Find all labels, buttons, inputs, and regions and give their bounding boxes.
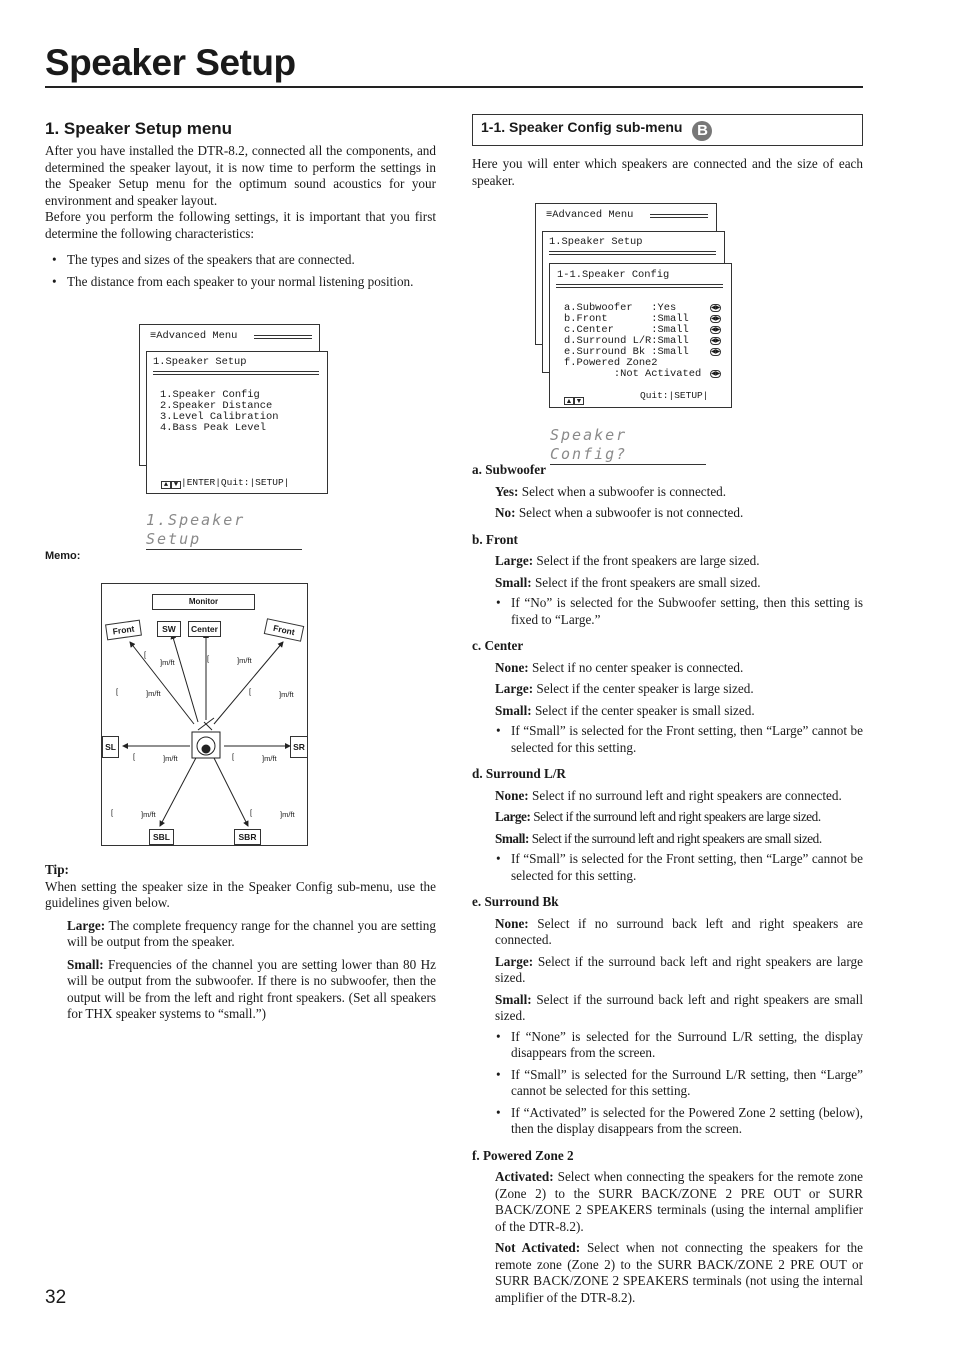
- option-heading-center: c. Center: [472, 638, 524, 653]
- option-heading-surround-bk: e. Surround Bk: [472, 894, 559, 909]
- front-right-speaker: Front: [264, 618, 304, 642]
- option-heading-powered-zone2: f. Powered Zone 2: [472, 1147, 574, 1163]
- list-item: • The types and sizes of the speakers that are connected.: [45, 252, 436, 269]
- left-right-icon: ◀▶: [711, 316, 721, 322]
- surround-right-speaker: SR: [290, 736, 308, 758]
- front-left-speaker: Front: [105, 620, 142, 641]
- monitor-label: Monitor: [152, 594, 255, 610]
- note-item: • If “Small” is selected for the Surround L/R setting, then “Large” cannot be selected for this setting.: [495, 1067, 863, 1100]
- tip-block: [45, 862, 436, 1023]
- down-arrow-icon: ▼: [171, 481, 181, 489]
- distance-slot-front-right: [: [249, 687, 252, 696]
- note-item: • If “None” is selected for the Surround L/R setting, the display disappears from the screen.: [495, 1029, 863, 1062]
- characteristics-list: [45, 252, 436, 290]
- distance-slot-sl: [: [133, 752, 136, 761]
- quit-setup-label: Quit:|SETUP|: [640, 390, 709, 401]
- config-row-powered-zone2[interactable]: f.Powered Zone2: [564, 357, 658, 369]
- page-title: Speaker Setup: [45, 42, 296, 83]
- updown-icons: [564, 390, 584, 407]
- left-right-icon: ◀▶: [711, 349, 721, 355]
- badge-icon: B: [692, 121, 712, 141]
- list-item: • The distance from each speaker to your normal listening position.: [45, 274, 436, 291]
- surround-back-right-speaker: SBR: [234, 829, 261, 845]
- distance-slot-sr: [: [232, 752, 235, 761]
- distance-slot-sbr: [: [250, 808, 253, 817]
- left-right-icon: ◀▶: [711, 338, 721, 344]
- subsection-heading-speaker-config: 1-1. Speaker Config sub-menu B: [472, 114, 863, 146]
- up-arrow-icon: ▲: [565, 397, 573, 405]
- down-arrow-icon: ▼: [575, 397, 583, 405]
- screen-footer: ▲ ▼ |ENTER|Quit:|SETUP|: [161, 477, 289, 489]
- config-options: a. Subwoofer Yes: Select when a subwoofer is connected. No: Select when a subwoofer is not connected. b. Front Large: Select if the front speakers are large sized. Small: Select if the front speakers are small sized. • If “No” is selected for the Subwoofer setting, then this setting is fixed to “Large.” c. Center None: Select if no center speaker is connected. Large: Select if the center speaker is large sized. Small: Select if the center speaker is small sized. • If “Small” is selected for the Front setting, then “Large” cannot be selected for this setting. d. Surround L/R None: Select if no surround left and right speakers are connected. Large: Select if the surround left and right speakers are large sized. Small: Select if the surround left and right speakers are small sized. • If “Small” is selected for the Front setting, then “Large” cannot be selected for this setting. e. Surround Bk None: Select if no surround back left and right speakers are connected. Large: Select if the surround back left and right speakers are large sized. Small: Select if the surround back left and right speakers are small sized. • If “None” is selected for the Surround L/R setting, the display disappears from the screen. • If “Small” is selected for the Surround L/R setting, then “Large” cannot be selected for this setting. • If “Activated” is selected for the Powered Zone 2 setting (below), then the display disappears from the screen. f. Powered Zone 2 Activated: Select when connecting the speakers for the remote zone (Zone 2) to the SURR BACK/ZONE 2 PRE OUT or SURR BACK/ZONE 2 SPEAKERS terminals (using the internal amplifier of the DTR-8.2). Not Activated: Select when not connecting the speakers for the remote zone (Zone 2) to the SURR BACK/ZONE 2 PRE OUT or SURR BACK/ZONE 2 SPEAKERS terminals (not using the internal amplifier of the DTR-8.2).: [472, 452, 863, 1306]
- subwoofer-speaker: SW: [157, 621, 181, 637]
- intro-paragraph-2: Before you perform the following settings, it is important that you first determine the following characteristics:: [45, 209, 436, 241]
- menu-item-speaker-config[interactable]: 1.Speaker Config: [160, 389, 260, 401]
- adjust-icon-column: [710, 304, 721, 378]
- surround-left-speaker: SL: [102, 736, 119, 758]
- tip-text: When setting the speaker size in the Speaker Config sub-menu, use the guidelines given below.: [45, 878, 436, 910]
- memo-label: Memo:: [45, 550, 81, 562]
- config-row-surround-lr[interactable]: d.Surround L/R:Small: [564, 335, 689, 347]
- menu-item-level-calibration[interactable]: 3.Level Calibration: [160, 411, 279, 423]
- option-heading-subwoofer: a. Subwoofer: [472, 462, 546, 477]
- note-item: • If “Small” is selected for the Front setting, then “Large” cannot be selected for this setting.: [495, 851, 863, 884]
- config-row-subwoofer[interactable]: a.Subwoofer :Yes: [564, 302, 677, 314]
- note-item: • If “No” is selected for the Subwoofer setting, then this setting is fixed to “Large.”: [495, 595, 863, 628]
- section-heading-speaker-setup-menu: 1. Speaker Setup menu: [45, 119, 233, 138]
- option-heading-surround-lr: d. Surround L/R: [472, 766, 566, 781]
- speaker-setup-title: 1.Speaker Setup: [153, 356, 247, 368]
- tip-small: Small: Frequencies of the channel you are setting lower than 80 Hz will be output from the subwoofer. If there is no subwoofer, then the output will be from the left and right front speakers. (Set all speakers for THX speaker systems to “small.”): [67, 956, 436, 1021]
- distance-slot-center: [: [207, 654, 210, 663]
- left-right-icon: ◀▶: [711, 327, 721, 333]
- left-column: [45, 118, 436, 295]
- distance-slot-front-left: [: [144, 650, 147, 659]
- tip-large: Large: The complete frequency range for the channel you are setting will be output from the speaker.: [67, 917, 436, 949]
- menu-item-bass-peak-level[interactable]: 4.Bass Peak Level: [160, 422, 267, 434]
- tip-title: Tip:: [45, 862, 69, 877]
- distance-slot-sw: [: [116, 687, 119, 696]
- config-row-front[interactable]: b.Front :Small: [564, 313, 689, 325]
- config-row-surround-bk[interactable]: e.Surround Bk :Small: [564, 346, 689, 358]
- speaker-layout-diagram: Monitor Front SW Center Front SL SR SBL SBR [ ]m/ft [ ]m/ft [ ]m/ft [ ]m/ft [ ]m/ft [ ]m/ft [ ]m/ft [ ]m/ft: [101, 583, 308, 846]
- right-column: [472, 114, 863, 189]
- menu-item-speaker-distance[interactable]: 2.Speaker Distance: [160, 400, 273, 412]
- up-arrow-icon: ▲: [161, 481, 171, 489]
- page-number: 32: [45, 1287, 67, 1308]
- center-speaker: Center: [188, 621, 221, 637]
- listener-icon: [192, 718, 220, 758]
- config-row-center[interactable]: c.Center :Small: [564, 324, 689, 336]
- lcd-display-speaker-config: Speaker Config?: [550, 426, 706, 465]
- left-right-icon: ◀▶: [711, 371, 721, 377]
- config-intro: Here you will enter which speakers are connected and the size of each speaker.: [472, 156, 863, 188]
- intro-paragraph: After you have installed the DTR-8.2, connected all the components, and determined the speaker layout, it is now time to perform the settings in the Speaker Setup menu for the optimum sound acoustics for your environment and speaker layout.: [45, 143, 436, 208]
- left-right-icon: ◀▶: [711, 305, 721, 311]
- lcd-display-speaker-setup: 1.Speaker Setup: [146, 511, 302, 550]
- title-rule: [45, 86, 863, 88]
- config-row-powered-zone2-value: :Not Activated: [564, 368, 702, 380]
- surround-back-left-speaker: SBL: [149, 829, 174, 845]
- distance-slot-sbl: [: [111, 808, 114, 817]
- note-item: • If “Small” is selected for the Front setting, then “Large” cannot be selected for this setting.: [495, 723, 863, 756]
- advanced-menu-title: ≡Advanced Menu: [150, 330, 238, 342]
- option-heading-front: b. Front: [472, 531, 518, 547]
- note-item: • If “Activated” is selected for the Powered Zone 2 setting (below), then the display disappears from the screen.: [495, 1105, 863, 1138]
